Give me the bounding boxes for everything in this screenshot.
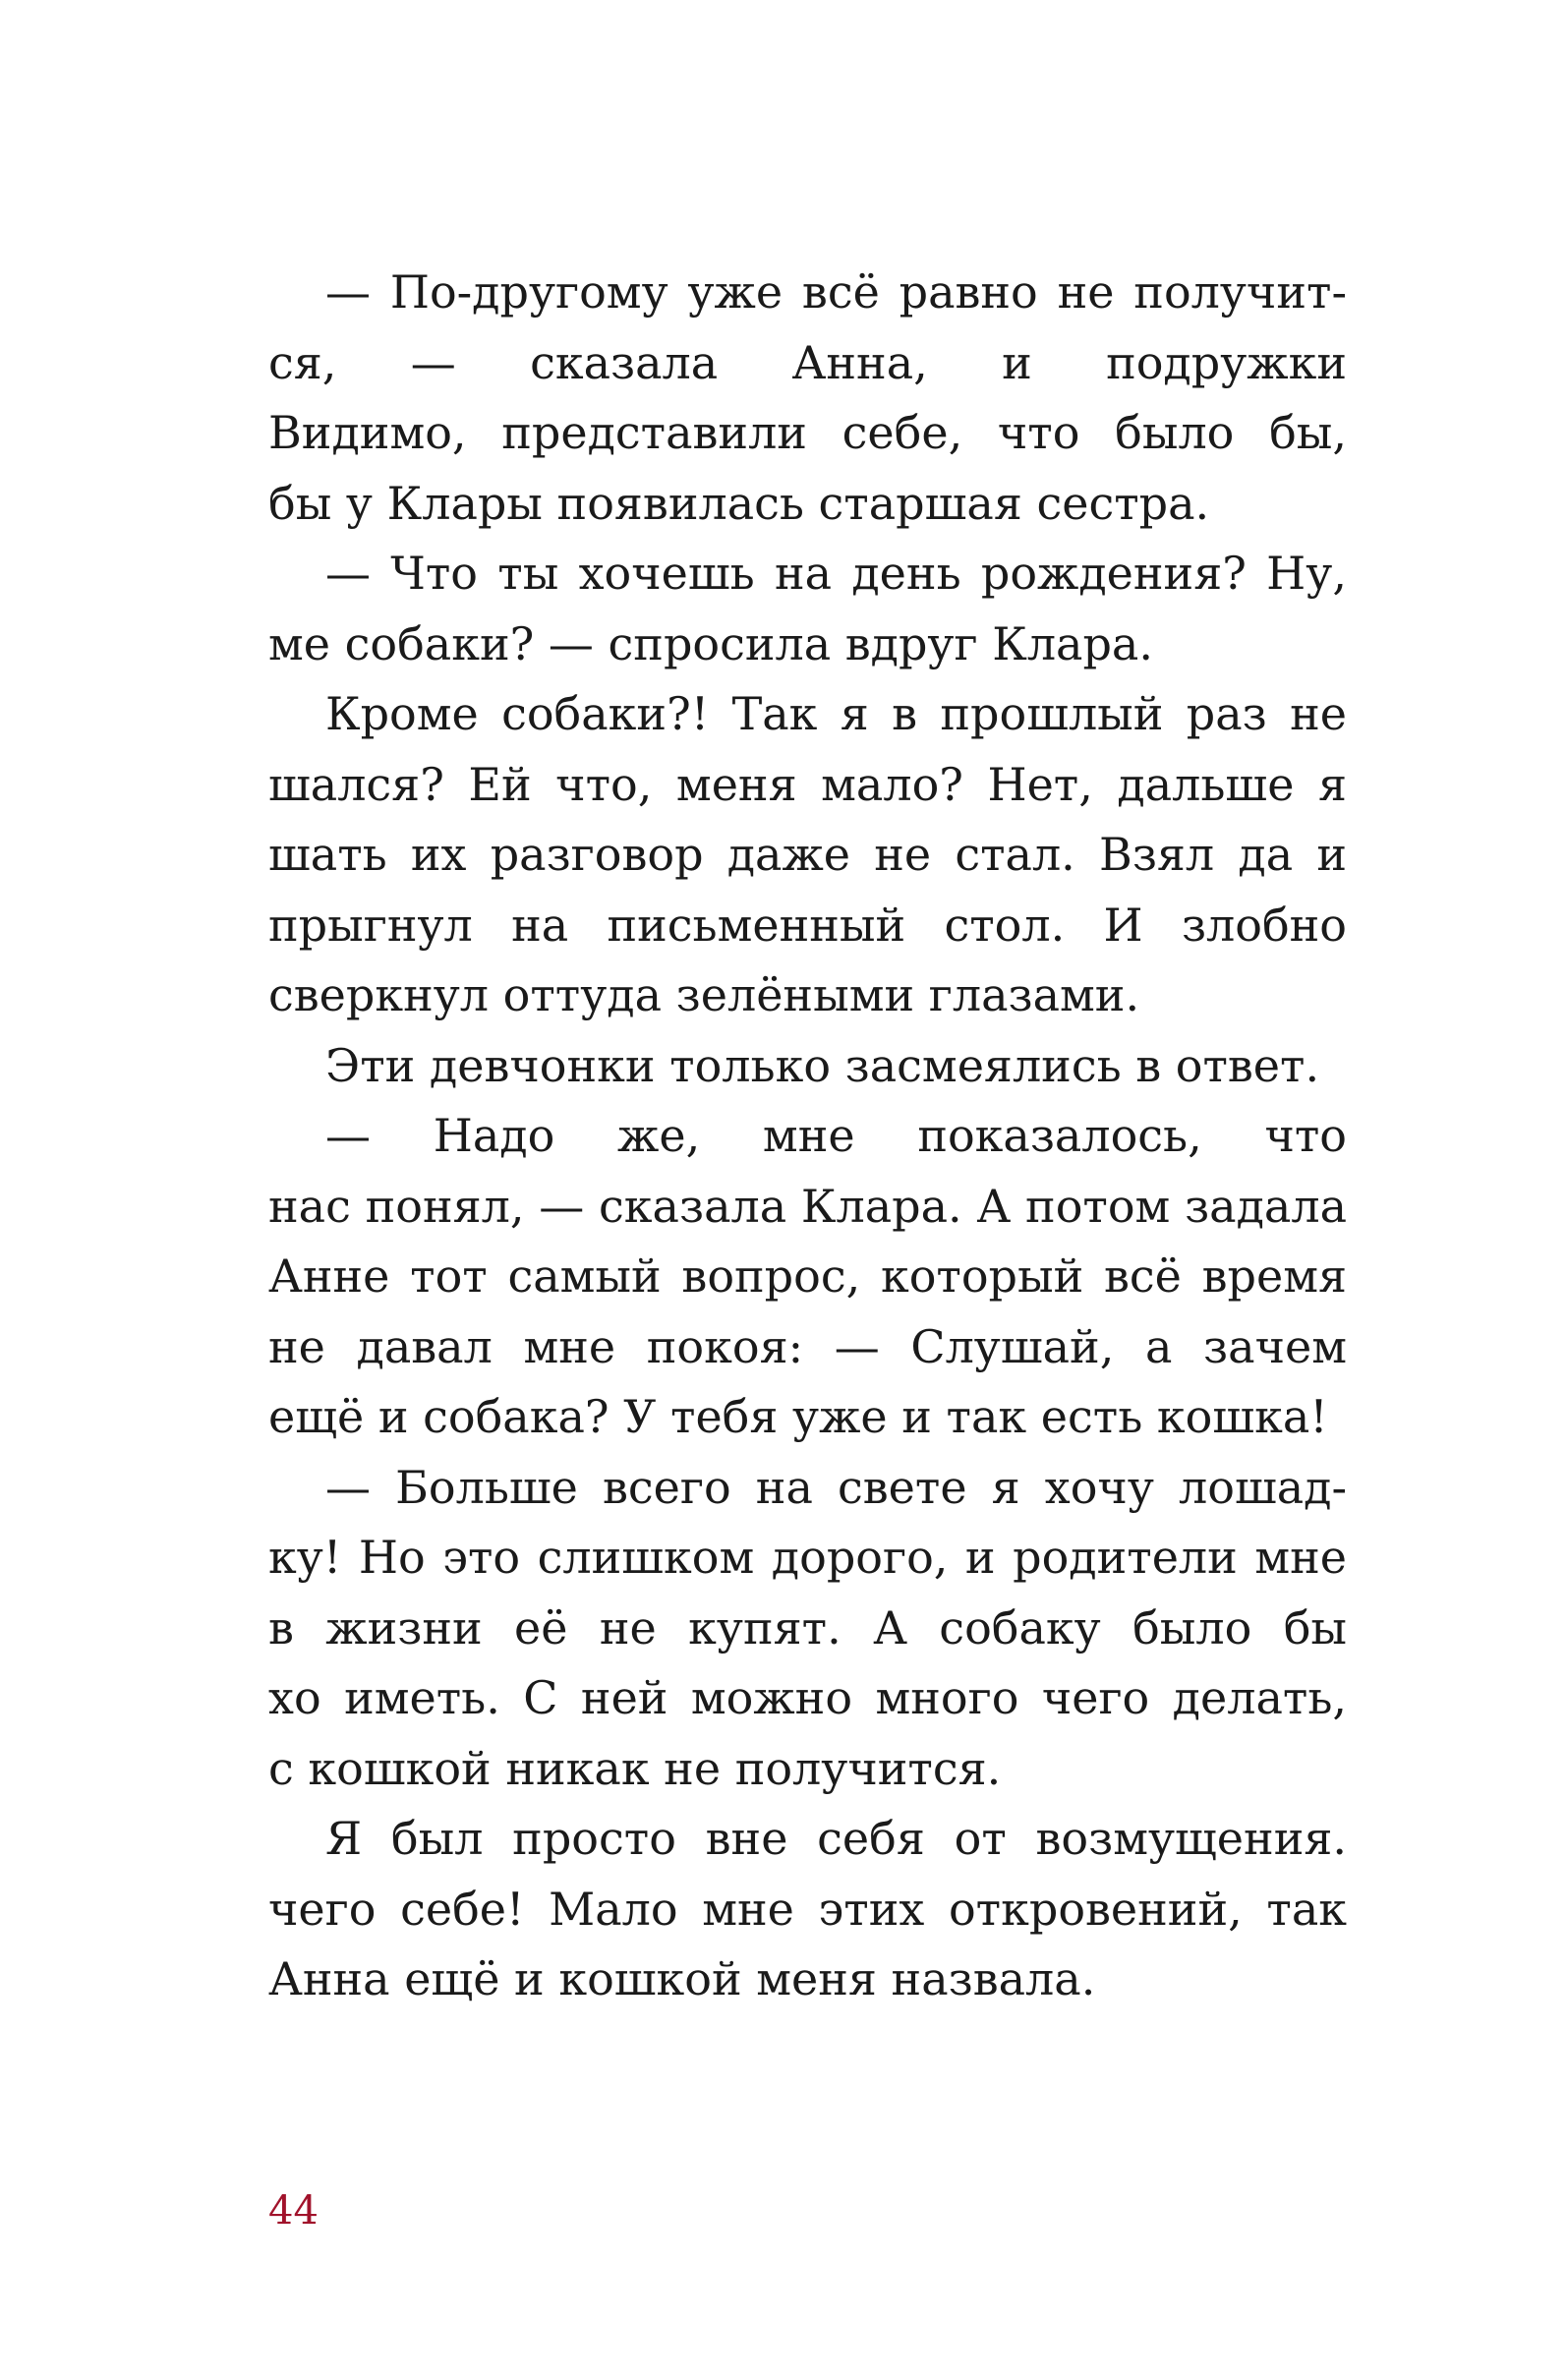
text-line: не давал мне покоя: — Слушай, а зачем bbox=[268, 1319, 1347, 1373]
text-line: шать их разговор даже не стал. Взял да и bbox=[268, 828, 1347, 881]
text-line: прыгнул на письменный стол. И злобно bbox=[268, 898, 1347, 952]
paragraph-6 bbox=[268, 1453, 1347, 1805]
text-line: — Больше всего на свете я хочу лошад- bbox=[325, 1460, 1347, 1514]
text-line: — Что ты хочешь на день рождения? Ну, bbox=[325, 547, 1347, 600]
text-line: шался? Ей что, меня мало? Нет, дальше я bbox=[268, 757, 1347, 811]
text-line: ку! Но это слишком дорого, и родители мне bbox=[268, 1531, 1347, 1584]
text-line: чего себе! Мало мне этих откровений, так bbox=[268, 1882, 1347, 1936]
text-line: с кошкой никак не получится. bbox=[268, 1741, 1002, 1795]
text-line: бы у Клары появилась старшая сестра. bbox=[268, 476, 1210, 530]
text-line: Я был просто вне себя от возмущения. bbox=[325, 1812, 1347, 1865]
text-line: хо иметь. С ней можно много чего делать, bbox=[268, 1671, 1347, 1724]
paragraph-3 bbox=[268, 679, 1347, 1031]
paragraph-2 bbox=[268, 539, 1347, 679]
text-line: сверкнул оттуда зелёными глазами. bbox=[268, 968, 1140, 1021]
paragraph-1 bbox=[268, 258, 1347, 539]
text-line: ме собаки? — спросила вдруг Клара. bbox=[268, 616, 1153, 670]
text-line: Анна ещё и кошкой меня назвала. bbox=[268, 1952, 1096, 2005]
page-number: 44 bbox=[268, 2188, 319, 2234]
text-line: нас понял, — сказала Клара. А потом задала bbox=[268, 1179, 1347, 1233]
body-text bbox=[268, 258, 1347, 2015]
text-line: Кроме собаки?! Так я в прошлый раз не bbox=[325, 687, 1347, 740]
paragraph-5 bbox=[268, 1101, 1347, 1453]
text-line: ся, — сказала Анна, и подружки bbox=[268, 335, 1347, 389]
text-line: в жизни её не купят. А собаку было бы bbox=[268, 1600, 1347, 1654]
text-line: ещё и собака? У тебя уже и так есть кошка! bbox=[268, 1390, 1328, 1443]
paragraph-7 bbox=[268, 1804, 1347, 2015]
text-line: — Надо же, мне показалось, что bbox=[325, 1109, 1347, 1162]
text-line: Анне тот самый вопрос, который всё время bbox=[268, 1249, 1347, 1303]
text-line: Видимо, представили себе, что было бы, bbox=[268, 406, 1347, 459]
text-line: Эти девчонки только засмеялись в ответ. bbox=[325, 1038, 1320, 1092]
text-line: — По-другому уже всё равно не получит- bbox=[325, 265, 1347, 319]
paragraph-4 bbox=[268, 1031, 1347, 1102]
